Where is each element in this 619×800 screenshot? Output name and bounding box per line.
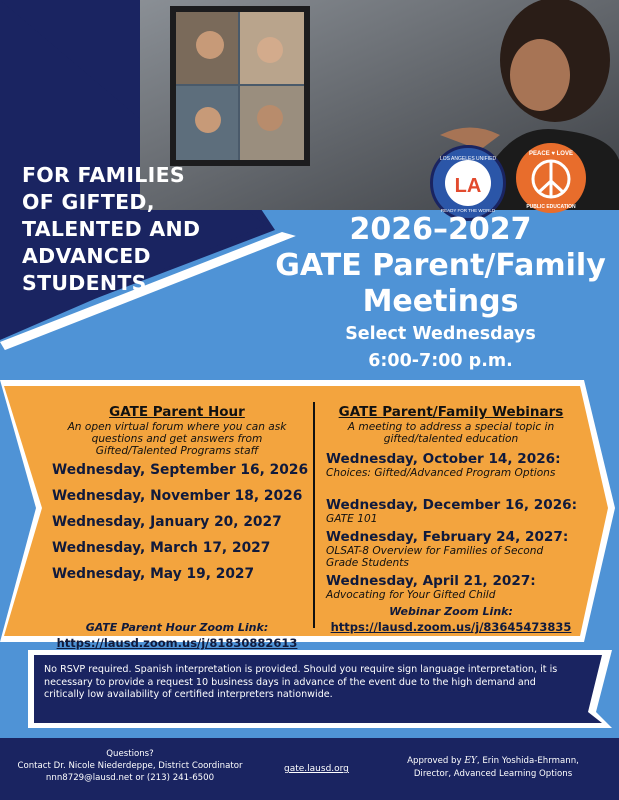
- webinar-item: [326, 497, 576, 527]
- parent-hour-zoom-label: GATE Parent Hour Zoom Link:: [85, 621, 269, 634]
- footer-approved-prefix: Approved by: [407, 756, 462, 766]
- footer-questions: Questions?: [106, 749, 154, 759]
- webinars-column: [326, 404, 576, 634]
- rsvp-notice: No RSVP required. Spanish interpretation is provided. Should you require sign language interpretation, it is necessary to provide a request 10 business days in advance of the event due to the high demand and critically low availability of certified interpreters nationwide.: [44, 664, 558, 700]
- webinars-description: A meeting to address a special topic in gifted/talented education: [347, 421, 555, 445]
- webinar-item: [326, 573, 576, 603]
- footer-website-link[interactable]: gate.lausd.org: [284, 764, 349, 774]
- schedule-text: Select Wednesdays: [345, 324, 536, 344]
- peace-love-logo: [516, 143, 586, 213]
- footer-contact-info: nnn8729@lausd.net or (213) 241-6500: [45, 773, 215, 783]
- webinar-date: Wednesday, April 21, 2027:: [326, 573, 536, 589]
- hero-tagline: FOR FAMILIES OF GIFTED, TALENTED AND ADVANCED STUDENTS: [22, 163, 201, 295]
- svg-text:LA: LA: [454, 175, 482, 197]
- signature-initials: EY: [464, 756, 477, 766]
- svg-text:READY FOR THE WORLD: READY FOR THE WORLD: [440, 208, 496, 213]
- footer-approver-title: Director, Advanced Learning Options: [413, 769, 573, 779]
- title-block: [262, 212, 619, 374]
- lausd-logo: [430, 145, 506, 221]
- parent-hour-date: Wednesday, September 16, 2026: [52, 462, 309, 478]
- webinar-date: Wednesday, October 14, 2026:: [326, 451, 561, 467]
- parent-hour-date: Wednesday, November 18, 2026: [52, 488, 303, 504]
- footer: [0, 738, 619, 800]
- parent-hour-date: Wednesday, March 17, 2027: [52, 540, 271, 556]
- webinar-item: [326, 451, 576, 495]
- parent-hour-date: Wednesday, May 19, 2027: [52, 566, 255, 582]
- webinar-date: Wednesday, February 24, 2027:: [326, 529, 569, 545]
- webinar-zoom-label: Webinar Zoom Link:: [389, 605, 513, 618]
- footer-approver: , Erin Yoshida-Ehrmann,: [476, 756, 579, 766]
- svg-text:PUBLIC EDUCATION: PUBLIC EDUCATION: [526, 204, 576, 210]
- svg-text:PEACE ♥ LOVE: PEACE ♥ LOVE: [529, 151, 573, 157]
- webinar-item: [326, 529, 576, 571]
- webinar-topic: GATE 101: [326, 513, 378, 525]
- title-year: 2026–2027: [349, 212, 532, 247]
- parent-hour-date: Wednesday, January 20, 2027: [52, 514, 282, 530]
- time-text: 6:00-7:00 p.m.: [368, 351, 513, 371]
- webinar-date: Wednesday, December 16, 2026:: [326, 497, 578, 513]
- parent-hour-description: An open virtual forum where you can ask questions and get answers from Gifted/Talented Programs staff: [67, 421, 287, 457]
- svg-text:LOS ANGELES UNIFIED: LOS ANGELES UNIFIED: [439, 156, 497, 162]
- title-line1: GATE Parent/Family: [275, 248, 606, 283]
- column-divider: [313, 402, 315, 628]
- webinar-zoom-link[interactable]: https://lausd.zoom.us/j/83645473835: [330, 620, 572, 634]
- parent-hour-title: GATE Parent Hour: [109, 404, 245, 420]
- footer-contact-name: Contact Dr. Nicole Niederdeppe, District Coordinator: [17, 761, 243, 771]
- webinar-topic: OLSAT-8 Overview for Families of Second Grade Students: [326, 545, 544, 569]
- footer-approval: [393, 755, 593, 781]
- footer-contact: [10, 748, 250, 784]
- webinar-topic: Advocating for Your Gifted Child: [326, 589, 496, 601]
- parent-hour-zoom-link[interactable]: https://lausd.zoom.us/j/81830882613: [56, 636, 298, 650]
- webinar-topic: Choices: Gifted/Advanced Program Options: [326, 467, 556, 479]
- title-line2: Meetings: [362, 284, 519, 319]
- webinars-title: GATE Parent/Family Webinars: [338, 404, 564, 420]
- parent-hour-column: [52, 404, 309, 650]
